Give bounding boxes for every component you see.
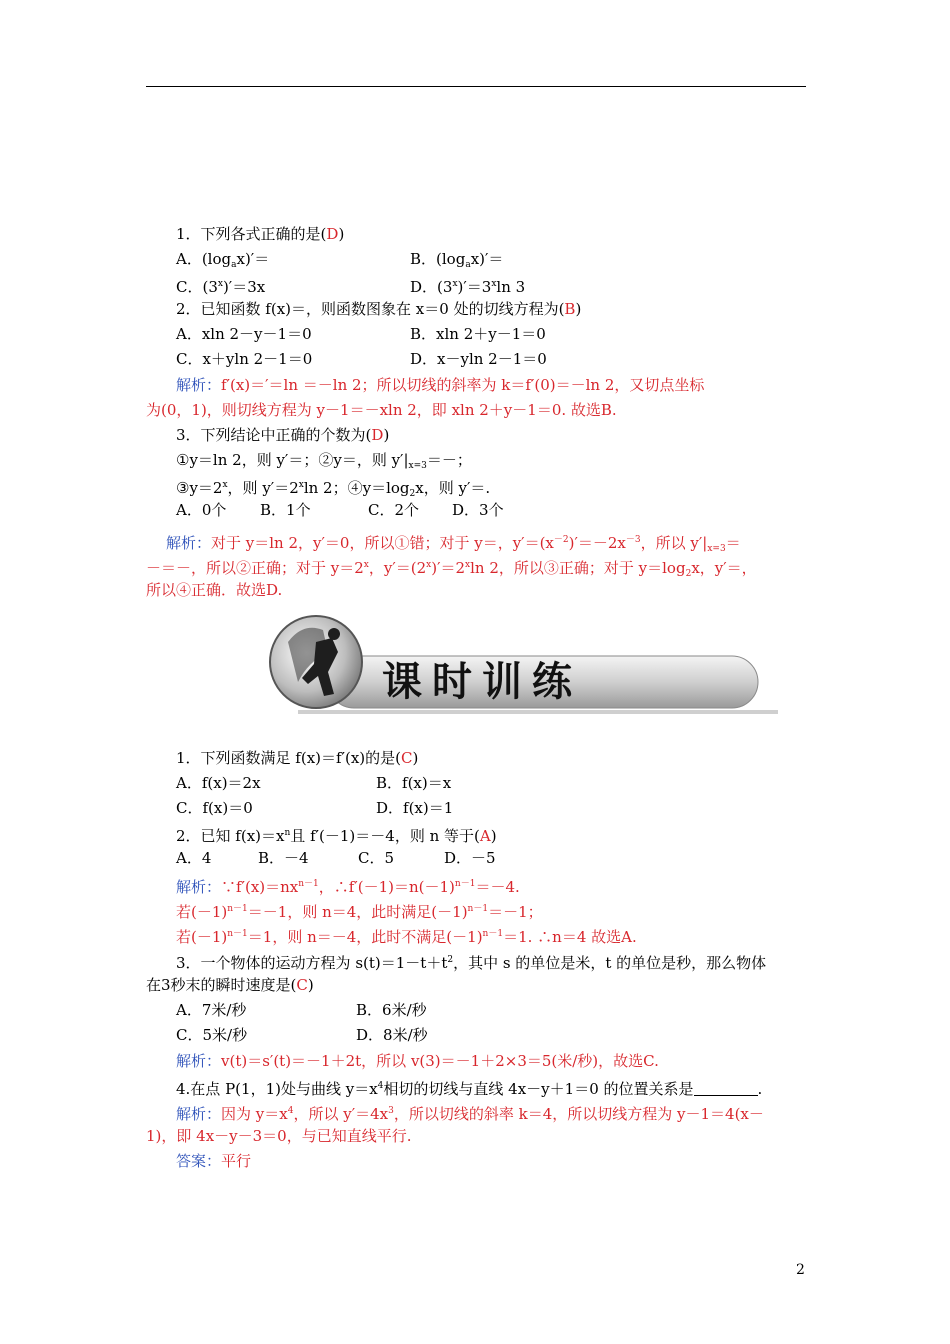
page-number: 2	[796, 1262, 805, 1278]
s2-q2-opt-d: D．－5	[444, 849, 496, 867]
s2-q3-stem-2: 在3秒末的瞬时速度是(C)	[146, 976, 314, 994]
s2-q2-opt-c: C．5	[358, 849, 395, 867]
s2-q2-opt-b: B．－4	[258, 849, 309, 867]
s1-q3-explanation-1: 解析：对于 y＝ln 2，y′＝0，所以①错；对于 y＝，$y'=(x^{-2})'=-2x^{-3}$，所以 $y'|_{x=3}=$	[166, 534, 741, 554]
s1-q3-line-1: ①y＝ln 2，则 y′＝；②y＝，则 $y'|_{x=3}=-$；	[176, 451, 472, 471]
s1-q3-line-2: $③y=2^x$，则 $y'=2^x\ln$ 2；$④y=\log_2x$，则 y′＝.	[176, 479, 491, 499]
s1-q3-opt-d: D．3个	[452, 501, 504, 519]
s1-q3-explanation-3: 所以④正确．故选D.	[146, 581, 283, 599]
s2-q2-stem: 2．已知 $f(x)=x^n$且 f′(－1)＝－4，则 n 等于(A)	[176, 827, 497, 845]
s1-q2-opt-a: A．xln 2－y－1＝0	[176, 325, 312, 343]
s1-q2-opt-c: C．x＋yln 2－1＝0	[176, 350, 313, 368]
s2-q2-explanation-2: 若$(-1)^{n-1}=-1$，则 n＝4，此时满足$(-1)^{n-1}=-1$；	[176, 903, 543, 921]
s2-q4-explanation-1: 解析：因为 $y=x^4$，所以 $y'=4x^3$，所以切线的斜率 k＝4，所以切线方程为 y－1＝4(x－	[176, 1105, 764, 1123]
answer-blank	[694, 1081, 758, 1096]
s2-q4-stem: 4.在点 P(1，1)处与曲线 $y=x^4$相切的切线与直线 4x－y＋1＝0 的位置关系是 .	[176, 1080, 763, 1098]
s1-q3-stem: 3．下列结论中正确的个数为(D)	[176, 426, 390, 444]
header-rule	[146, 86, 806, 87]
s1-q2-opt-d: D．x－yln 2－1＝0	[410, 350, 547, 368]
s2-q3-stem-1: 3．一个物体的运动方程为 $s(t)=1-t+t^2$，其中 s 的单位是米，t 的单位是秒，那么物体	[176, 954, 767, 972]
s2-q1-opt-d: D．f(x)＝1	[376, 799, 454, 817]
banner-title: 课时训练	[382, 659, 582, 705]
s1-q1-opt-d: D．$(3^x)'=3^x\ln$ 3	[410, 278, 526, 296]
lesson-banner	[268, 612, 778, 716]
s2-q4-explanation-2: 1)，即 4x－y－3＝0，与已知直线平行.	[146, 1127, 412, 1145]
s2-q1-stem: 1．下列函数满足 f(x)＝f′(x)的是(C)	[176, 749, 419, 767]
s2-q2-explanation-3: 若$(-1)^{n-1}=1$，则 n＝－4，此时不满足$(-1)^{n-1}=1$. ∴n＝4 故选A.	[176, 928, 637, 946]
s2-q1-opt-a: A．f(x)＝2x	[176, 774, 261, 792]
s1-q2-stem: 2．已知函数 f(x)＝，则函数图象在 x＝0 处的切线方程为(B)	[176, 300, 582, 318]
s2-q3-opt-b: B．6米/秒	[356, 1001, 427, 1019]
s2-q4-answer: 答案：平行	[176, 1152, 252, 1170]
s1-q3-explanation-2: －＝－，所以②正确；对于 $y=2^x$，$y'=(2^x)'=2^x\ln$ 2，所以③正确；对于 $y=\log_2x$，y′＝，	[146, 559, 757, 579]
s2-q2-opt-a: A．4	[176, 849, 212, 867]
s2-q3-opt-d: D．8米/秒	[356, 1026, 428, 1044]
s2-q2-explanation-1: 解析：$\because f'(x)=nx^{n-1}$，$\therefore f'(-1)=n(-1)^{n-1}=-4$.	[176, 878, 520, 896]
s1-q2-opt-b: B．xln 2＋y－1＝0	[410, 325, 546, 343]
s1-q1-opt-b: B．$(\log_ax)'=$	[410, 250, 504, 270]
s1-q3-opt-c: C．2个	[368, 501, 420, 519]
s2-q3-opt-a: A．7米/秒	[176, 1001, 247, 1019]
s2-q3-opt-c: C．5米/秒	[176, 1026, 248, 1044]
s1-q1-stem: 1．下列各式正确的是(D)	[176, 225, 345, 243]
s1-q3-opt-a: A．0个	[176, 501, 227, 519]
s2-q1-opt-b: B．f(x)＝x	[376, 774, 452, 792]
s2-q1-opt-c: C．f(x)＝0	[176, 799, 253, 817]
s1-q3-opt-b: B．1个	[260, 501, 311, 519]
s1-q2-explanation-1: 解析：f′(x)＝′＝ln ＝－ln 2；所以切线的斜率为 k＝f′(0)＝－ln 2，又切点坐标	[176, 376, 705, 394]
s1-q2-explanation-2: 为(0，1)，则切线方程为 y－1＝－xln 2，即 xln 2＋y－1＝0. 故选B.	[146, 401, 617, 419]
s1-q1-opt-a: A．$(\log_ax)'=$	[176, 250, 270, 270]
s1-q1-opt-c: C．$(3^x)'=3x$	[176, 278, 266, 296]
s2-q3-explanation: 解析：v(t)＝s′(t)＝－1＋2t，所以 v(3)＝－1＋2×3＝5(米/秒)，故选C.	[176, 1052, 659, 1070]
